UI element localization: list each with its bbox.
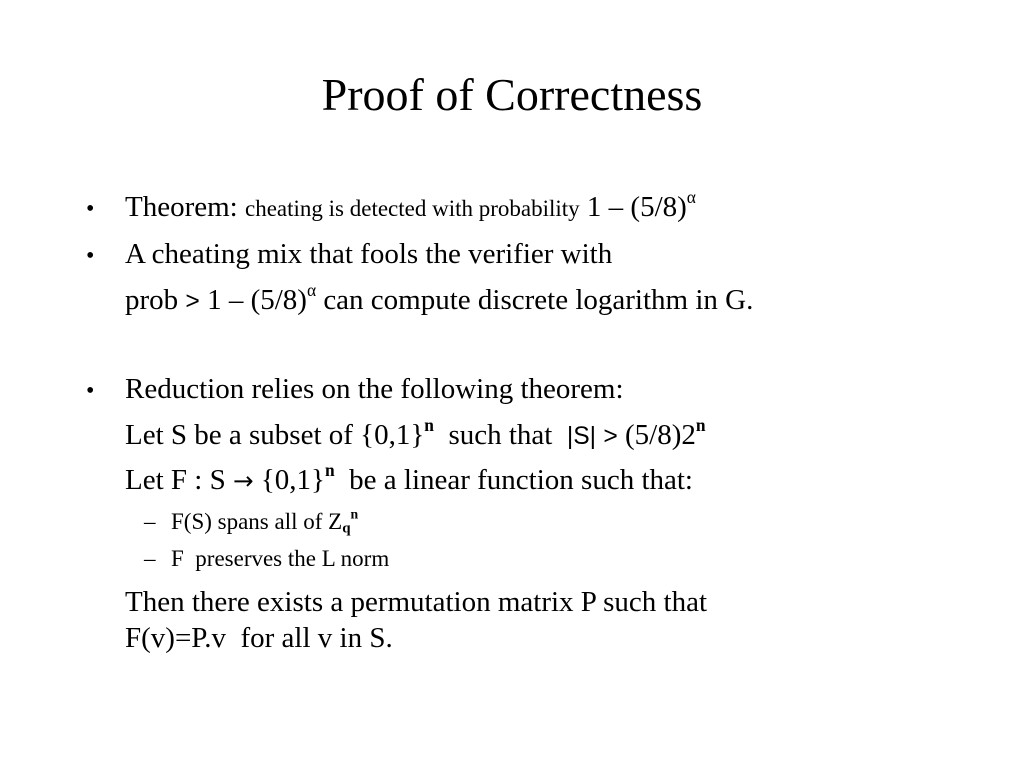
theorem-probability: 1 – (5/8) — [586, 191, 687, 223]
cardinality-s: |S| — [566, 423, 597, 450]
conclusion-line-2: F(v)=P.v for all v in S. — [125, 622, 393, 654]
conclusion-line-1: Then there exists a permutation matrix P such that — [125, 586, 707, 618]
norm-line: F preserves the L norm — [171, 546, 390, 571]
codomain: {0,1} — [260, 464, 325, 496]
n-exponent: n — [350, 506, 359, 522]
subset-line — [125, 414, 706, 452]
dash-marker: – — [144, 509, 156, 534]
slide-title: Proof of Correctness — [321, 69, 703, 120]
linear-function-line — [125, 459, 693, 497]
spans-line — [171, 506, 359, 537]
n-exponent: n — [324, 459, 335, 480]
alpha-exponent: α — [306, 279, 317, 300]
prob-word: prob — [125, 284, 179, 316]
q-subscript: q — [342, 520, 351, 537]
theorem-statement: cheating is detected with probability — [244, 196, 580, 221]
discrete-log-text: can compute discrete logarithm in G. — [323, 284, 754, 316]
greater-than-symbol: > — [185, 288, 200, 315]
function-def: Let F : S — [125, 464, 226, 496]
discrete-log-line — [125, 279, 754, 317]
n-exponent: n — [695, 414, 706, 435]
greater-than-symbol: > — [603, 423, 618, 450]
reduction-line: Reduction relies on the following theorem: — [125, 373, 624, 405]
size-bound: (5/8)2 — [624, 419, 696, 451]
probability-bound: 1 – (5/8) — [207, 284, 307, 316]
linear-function-text: be a linear function such that: — [349, 464, 693, 496]
theorem-line — [125, 186, 696, 224]
theorem-label: Theorem: — [125, 191, 238, 223]
bullet-point: • — [86, 243, 95, 269]
subset-text: Let S be a subset of {0,1} — [125, 419, 425, 451]
right-arrow-icon: → — [232, 466, 254, 495]
spans-text: F(S) spans all of Z — [171, 509, 343, 534]
cheating-mix-line: A cheating mix that fools the verifier with — [125, 238, 613, 270]
alpha-exponent: α — [686, 186, 696, 207]
dash-marker: – — [144, 546, 156, 571]
such-that-text: such that — [448, 419, 553, 451]
bullet-point: • — [86, 378, 95, 404]
bullet-point: • — [86, 196, 95, 222]
n-exponent: n — [424, 414, 434, 435]
